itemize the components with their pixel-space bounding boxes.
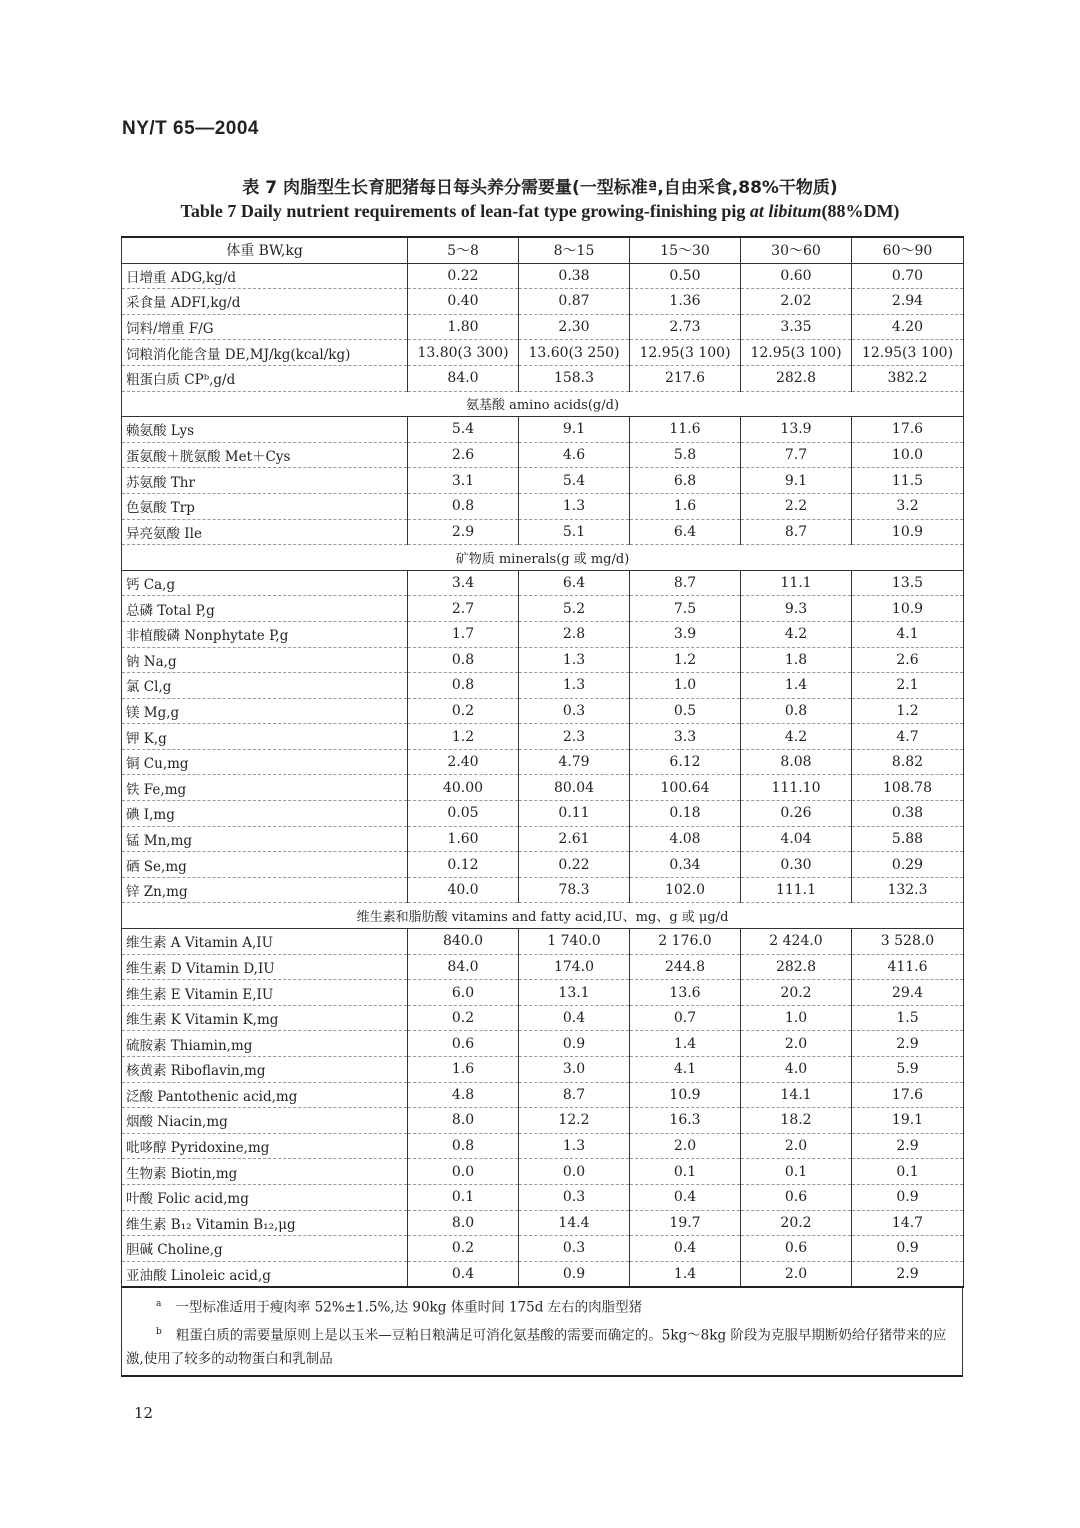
table-row	[122, 801, 964, 827]
row-label: 钠 Na,g	[122, 647, 408, 673]
table-row	[122, 826, 964, 852]
cell-value: 282.8	[741, 365, 852, 391]
cell-value: 1.2	[408, 724, 519, 750]
row-label: 色氨酸 Trp	[122, 493, 408, 519]
footnote-a-text: 一型标准适用于瘦肉率 52%±1.5%,达 90kg 体重时间 175d 左右的肉脂型猪	[175, 1299, 643, 1316]
cell-value: 3.9	[630, 621, 741, 647]
cell-value: 108.78	[852, 775, 964, 801]
cell-value: 8.82	[852, 749, 964, 775]
cell-value: 0.87	[519, 289, 630, 315]
cell-value: 19.7	[630, 1210, 741, 1236]
footnotes	[121, 1288, 963, 1377]
row-label: 生物素 Biotin,mg	[122, 1159, 408, 1185]
cell-value: 0.30	[741, 852, 852, 878]
cell-value: 4.7	[852, 724, 964, 750]
cell-value: 0.1	[408, 1184, 519, 1210]
cell-value: 5.2	[519, 596, 630, 622]
table-row	[122, 417, 964, 443]
table-row	[122, 442, 964, 468]
header-bw-label: 体重 BW,kg	[122, 237, 408, 263]
cell-value: 3.0	[519, 1057, 630, 1083]
cell-value: 4.1	[630, 1057, 741, 1083]
cell-value: 12.2	[519, 1108, 630, 1134]
nutrient-table	[121, 236, 964, 1288]
section-heading-row	[122, 903, 964, 929]
cell-value: 1.6	[630, 493, 741, 519]
row-label: 日增重 ADG,kg/d	[122, 263, 408, 289]
cell-value: 0.38	[852, 801, 964, 827]
table-row	[122, 673, 964, 699]
cell-value: 29.4	[852, 980, 964, 1006]
row-label: 硒 Se,mg	[122, 852, 408, 878]
table-row	[122, 1133, 964, 1159]
table-row	[122, 621, 964, 647]
row-label: 碘 I,mg	[122, 801, 408, 827]
cell-value: 0.2	[408, 698, 519, 724]
cell-value: 0.34	[630, 852, 741, 878]
row-label: 氯 Cl,g	[122, 673, 408, 699]
cell-value: 0.9	[519, 1031, 630, 1057]
row-label: 核黄素 Riboflavin,mg	[122, 1057, 408, 1083]
cell-value: 132.3	[852, 877, 964, 903]
table-row	[122, 724, 964, 750]
header-bw-range: 60～90	[852, 237, 964, 263]
cell-value: 13.80(3 300)	[408, 340, 519, 366]
cell-value: 0.05	[408, 801, 519, 827]
cell-value: 2 424.0	[741, 929, 852, 955]
cell-value: 6.12	[630, 749, 741, 775]
row-label: 锰 Mn,mg	[122, 826, 408, 852]
nutrient-table-wrapper	[121, 236, 963, 1377]
table-row	[122, 519, 964, 545]
cell-value: 6.4	[519, 570, 630, 596]
row-label: 苏氨酸 Thr	[122, 468, 408, 494]
cell-value: 12.95(3 100)	[852, 340, 964, 366]
cell-value: 2.0	[741, 1031, 852, 1057]
cell-value: 13.60(3 250)	[519, 340, 630, 366]
cell-value: 3 528.0	[852, 929, 964, 955]
cell-value: 7.5	[630, 596, 741, 622]
cell-value: 2.9	[852, 1261, 964, 1287]
row-label: 粗蛋白质 CPᵇ,g/d	[122, 365, 408, 391]
table-title-en	[0, 201, 1080, 222]
cell-value: 0.1	[852, 1159, 964, 1185]
cell-value: 3.35	[741, 314, 852, 340]
row-label: 维生素 B₁₂ Vitamin B₁₂,μg	[122, 1210, 408, 1236]
cell-value: 158.3	[519, 365, 630, 391]
cell-value: 2.02	[741, 289, 852, 315]
cell-value: 2.1	[852, 673, 964, 699]
cell-value: 16.3	[630, 1108, 741, 1134]
table-row	[122, 647, 964, 673]
cell-value: 1.2	[852, 698, 964, 724]
cell-value: 1.60	[408, 826, 519, 852]
cell-value: 0.7	[630, 1005, 741, 1031]
table-row	[122, 493, 964, 519]
row-label: 维生素 D Vitamin D,IU	[122, 954, 408, 980]
cell-value: 102.0	[630, 877, 741, 903]
cell-value: 0.9	[519, 1261, 630, 1287]
cell-value: 2.6	[852, 647, 964, 673]
cell-value: 6.0	[408, 980, 519, 1006]
cell-value: 0.50	[630, 263, 741, 289]
cell-value: 4.0	[741, 1057, 852, 1083]
row-label: 铜 Cu,mg	[122, 749, 408, 775]
cell-value: 2 176.0	[630, 929, 741, 955]
row-label: 非植酸磷 Nonphytate P,g	[122, 621, 408, 647]
cell-value: 282.8	[741, 954, 852, 980]
row-label: 胆碱 Choline,g	[122, 1236, 408, 1262]
header-bw-range: 30～60	[741, 237, 852, 263]
cell-value: 3.1	[408, 468, 519, 494]
table-row	[122, 1031, 964, 1057]
cell-value: 244.8	[630, 954, 741, 980]
cell-value: 174.0	[519, 954, 630, 980]
cell-value: 20.2	[741, 1210, 852, 1236]
table-row	[122, 468, 964, 494]
section-heading-row	[122, 545, 964, 571]
cell-value: 12.95(3 100)	[741, 340, 852, 366]
cell-value: 5.4	[408, 417, 519, 443]
cell-value: 10.9	[852, 519, 964, 545]
cell-value: 0.1	[630, 1159, 741, 1185]
cell-value: 4.2	[741, 724, 852, 750]
table-row	[122, 314, 964, 340]
row-label: 吡哆醇 Pyridoxine,mg	[122, 1133, 408, 1159]
cell-value: 5.9	[852, 1057, 964, 1083]
header-bw-range: 15～30	[630, 237, 741, 263]
table-row	[122, 1082, 964, 1108]
row-label: 铁 Fe,mg	[122, 775, 408, 801]
cell-value: 2.9	[408, 519, 519, 545]
cell-value: 8.0	[408, 1210, 519, 1236]
cell-value: 8.7	[630, 570, 741, 596]
cell-value: 4.8	[408, 1082, 519, 1108]
cell-value: 0.60	[741, 263, 852, 289]
row-label: 饲粮消化能含量 DE,MJ/kg(kcal/kg)	[122, 340, 408, 366]
cell-value: 13.1	[519, 980, 630, 1006]
cell-value: 0.8	[408, 1133, 519, 1159]
cell-value: 0.8	[408, 493, 519, 519]
cell-value: 40.00	[408, 775, 519, 801]
row-label: 锌 Zn,mg	[122, 877, 408, 903]
cell-value: 1.6	[408, 1057, 519, 1083]
cell-value: 3.4	[408, 570, 519, 596]
cell-value: 111.1	[741, 877, 852, 903]
cell-value: 9.3	[741, 596, 852, 622]
cell-value: 2.30	[519, 314, 630, 340]
cell-value: 1.0	[741, 1005, 852, 1031]
cell-value: 1.3	[519, 493, 630, 519]
page-number: 12	[134, 1404, 154, 1422]
table-row	[122, 365, 964, 391]
cell-value: 8.0	[408, 1108, 519, 1134]
title-en-tail: (88%DM)	[821, 201, 900, 221]
cell-value: 1.4	[741, 673, 852, 699]
cell-value: 1.7	[408, 621, 519, 647]
cell-value: 217.6	[630, 365, 741, 391]
cell-value: 0.8	[741, 698, 852, 724]
cell-value: 0.6	[741, 1184, 852, 1210]
cell-value: 0.29	[852, 852, 964, 878]
cell-value: 1.36	[630, 289, 741, 315]
cell-value: 14.7	[852, 1210, 964, 1236]
cell-value: 4.1	[852, 621, 964, 647]
cell-value: 5.8	[630, 442, 741, 468]
cell-value: 0.4	[408, 1261, 519, 1287]
row-label: 总磷 Total P,g	[122, 596, 408, 622]
cell-value: 2.9	[852, 1133, 964, 1159]
cell-value: 0.11	[519, 801, 630, 827]
cell-value: 10.0	[852, 442, 964, 468]
cell-value: 1 740.0	[519, 929, 630, 955]
cell-value: 84.0	[408, 365, 519, 391]
title-en-italic: at libitum	[749, 201, 822, 221]
row-label: 赖氨酸 Lys	[122, 417, 408, 443]
cell-value: 1.8	[741, 647, 852, 673]
cell-value: 382.2	[852, 365, 964, 391]
row-label: 蛋氨酸＋胱氨酸 Met＋Cys	[122, 442, 408, 468]
footnote-a-mark: a	[156, 1299, 162, 1310]
cell-value: 5.4	[519, 468, 630, 494]
cell-value: 3.3	[630, 724, 741, 750]
cell-value: 411.6	[852, 954, 964, 980]
cell-value: 14.4	[519, 1210, 630, 1236]
cell-value: 17.6	[852, 417, 964, 443]
section-heading: 矿物质 minerals(g 或 mg/d)	[122, 545, 964, 571]
cell-value: 4.04	[741, 826, 852, 852]
cell-value: 2.6	[408, 442, 519, 468]
cell-value: 2.3	[519, 724, 630, 750]
cell-value: 0.40	[408, 289, 519, 315]
cell-value: 1.80	[408, 314, 519, 340]
table-header-row	[122, 237, 964, 263]
cell-value: 13.9	[741, 417, 852, 443]
cell-value: 0.0	[519, 1159, 630, 1185]
cell-value: 0.2	[408, 1005, 519, 1031]
table-row	[122, 1005, 964, 1031]
footnote-b-mark: b	[156, 1326, 162, 1337]
cell-value: 1.4	[630, 1261, 741, 1287]
cell-value: 0.22	[519, 852, 630, 878]
cell-value: 18.2	[741, 1108, 852, 1134]
row-label: 叶酸 Folic acid,mg	[122, 1184, 408, 1210]
cell-value: 0.9	[852, 1236, 964, 1262]
cell-value: 1.2	[630, 647, 741, 673]
cell-value: 11.1	[741, 570, 852, 596]
cell-value: 11.6	[630, 417, 741, 443]
cell-value: 4.79	[519, 749, 630, 775]
table-row	[122, 1159, 964, 1185]
cell-value: 8.7	[741, 519, 852, 545]
table-row	[122, 1210, 964, 1236]
cell-value: 0.5	[630, 698, 741, 724]
cell-value: 0.12	[408, 852, 519, 878]
cell-value: 0.8	[408, 673, 519, 699]
table-row	[122, 852, 964, 878]
cell-value: 0.3	[519, 1236, 630, 1262]
cell-value: 0.70	[852, 263, 964, 289]
cell-value: 17.6	[852, 1082, 964, 1108]
cell-value: 1.0	[630, 673, 741, 699]
footnote-a	[126, 1292, 956, 1320]
cell-value: 1.3	[519, 673, 630, 699]
cell-value: 0.0	[408, 1159, 519, 1185]
cell-value: 10.9	[630, 1082, 741, 1108]
cell-value: 0.18	[630, 801, 741, 827]
table-row	[122, 340, 964, 366]
table-row	[122, 1184, 964, 1210]
cell-value: 19.1	[852, 1108, 964, 1134]
cell-value: 4.08	[630, 826, 741, 852]
cell-value: 840.0	[408, 929, 519, 955]
row-label: 饲料/增重 F/G	[122, 314, 408, 340]
table-title-cn: 表 7 肉脂型生长育肥猪每日每头养分需要量(一型标准ª,自由采食,88%干物质)	[242, 178, 838, 198]
cell-value: 13.5	[852, 570, 964, 596]
cell-value: 3.2	[852, 493, 964, 519]
cell-value: 2.8	[519, 621, 630, 647]
cell-value: 0.4	[630, 1236, 741, 1262]
cell-value: 4.2	[741, 621, 852, 647]
row-label: 维生素 E Vitamin E,IU	[122, 980, 408, 1006]
cell-value: 8.7	[519, 1082, 630, 1108]
table-row	[122, 877, 964, 903]
cell-value: 14.1	[741, 1082, 852, 1108]
cell-value: 1.3	[519, 1133, 630, 1159]
cell-value: 0.3	[519, 1184, 630, 1210]
section-heading: 维生素和脂肪酸 vitamins and fatty acid,IU、mg、g 或 μg/d	[122, 903, 964, 929]
cell-value: 1.3	[519, 647, 630, 673]
cell-value: 0.2	[408, 1236, 519, 1262]
cell-value: 7.7	[741, 442, 852, 468]
section-heading-row	[122, 391, 964, 417]
title-en-main: Table 7 Daily nutrient requirements of lean-fat type growing-finishing pig	[180, 201, 750, 221]
row-label: 异亮氨酸 Ile	[122, 519, 408, 545]
cell-value: 78.3	[519, 877, 630, 903]
cell-value: 2.40	[408, 749, 519, 775]
cell-value: 2.73	[630, 314, 741, 340]
cell-value: 2.0	[630, 1133, 741, 1159]
table-row	[122, 1261, 964, 1287]
table-row	[122, 570, 964, 596]
cell-value: 84.0	[408, 954, 519, 980]
cell-value: 5.1	[519, 519, 630, 545]
cell-value: 2.0	[741, 1133, 852, 1159]
cell-value: 0.4	[519, 1005, 630, 1031]
footnote-b-text: 粗蛋白质的需要量原则上是以玉米—豆粕日粮满足可消化氨基酸的需要而确定的。5kg～8kg 阶段为克服早期断奶给仔猪带来的应激,使用了较多的动物蛋白和乳制品	[126, 1327, 947, 1368]
cell-value: 40.0	[408, 877, 519, 903]
cell-value: 100.64	[630, 775, 741, 801]
table-row	[122, 289, 964, 315]
cell-value: 2.9	[852, 1031, 964, 1057]
cell-value: 1.5	[852, 1005, 964, 1031]
cell-value: 2.0	[741, 1261, 852, 1287]
row-label: 镁 Mg,g	[122, 698, 408, 724]
row-label: 烟酸 Niacin,mg	[122, 1108, 408, 1134]
cell-value: 0.38	[519, 263, 630, 289]
cell-value: 0.9	[852, 1184, 964, 1210]
cell-value: 5.88	[852, 826, 964, 852]
row-label: 维生素 K Vitamin K,mg	[122, 1005, 408, 1031]
cell-value: 1.4	[630, 1031, 741, 1057]
cell-value: 11.5	[852, 468, 964, 494]
table-row	[122, 1108, 964, 1134]
table-row	[122, 980, 964, 1006]
standard-code: NY/T 65—2004	[122, 118, 259, 139]
cell-value: 0.8	[408, 647, 519, 673]
cell-value: 6.4	[630, 519, 741, 545]
cell-value: 0.6	[741, 1236, 852, 1262]
table-row	[122, 1057, 964, 1083]
cell-value: 4.6	[519, 442, 630, 468]
cell-value: 0.6	[408, 1031, 519, 1057]
table-row	[122, 698, 964, 724]
cell-value: 2.7	[408, 596, 519, 622]
cell-value: 6.8	[630, 468, 741, 494]
cell-value: 10.9	[852, 596, 964, 622]
footnote-b	[126, 1320, 956, 1372]
cell-value: 12.95(3 100)	[630, 340, 741, 366]
cell-value: 4.20	[852, 314, 964, 340]
cell-value: 20.2	[741, 980, 852, 1006]
row-label: 采食量 ADFI,kg/d	[122, 289, 408, 315]
table-row	[122, 1236, 964, 1262]
header-bw-range: 5～8	[408, 237, 519, 263]
cell-value: 80.04	[519, 775, 630, 801]
table-row	[122, 775, 964, 801]
row-label: 维生素 A Vitamin A,IU	[122, 929, 408, 955]
cell-value: 2.61	[519, 826, 630, 852]
row-label: 泛酸 Pantothenic acid,mg	[122, 1082, 408, 1108]
header-bw-range: 8～15	[519, 237, 630, 263]
table-row	[122, 263, 964, 289]
cell-value: 9.1	[519, 417, 630, 443]
cell-value: 13.6	[630, 980, 741, 1006]
cell-value: 0.26	[741, 801, 852, 827]
table-row	[122, 749, 964, 775]
row-label: 硫胺素 Thiamin,mg	[122, 1031, 408, 1057]
table-row	[122, 596, 964, 622]
row-label: 亚油酸 Linoleic acid,g	[122, 1261, 408, 1287]
cell-value: 2.94	[852, 289, 964, 315]
table-row	[122, 929, 964, 955]
cell-value: 0.3	[519, 698, 630, 724]
row-label: 钙 Ca,g	[122, 570, 408, 596]
row-label: 钾 K,g	[122, 724, 408, 750]
cell-value: 0.1	[741, 1159, 852, 1185]
cell-value: 2.2	[741, 493, 852, 519]
table-row	[122, 954, 964, 980]
cell-value: 0.22	[408, 263, 519, 289]
cell-value: 9.1	[741, 468, 852, 494]
cell-value: 0.4	[630, 1184, 741, 1210]
section-heading: 氨基酸 amino acids(g/d)	[122, 391, 964, 417]
cell-value: 111.10	[741, 775, 852, 801]
cell-value: 8.08	[741, 749, 852, 775]
